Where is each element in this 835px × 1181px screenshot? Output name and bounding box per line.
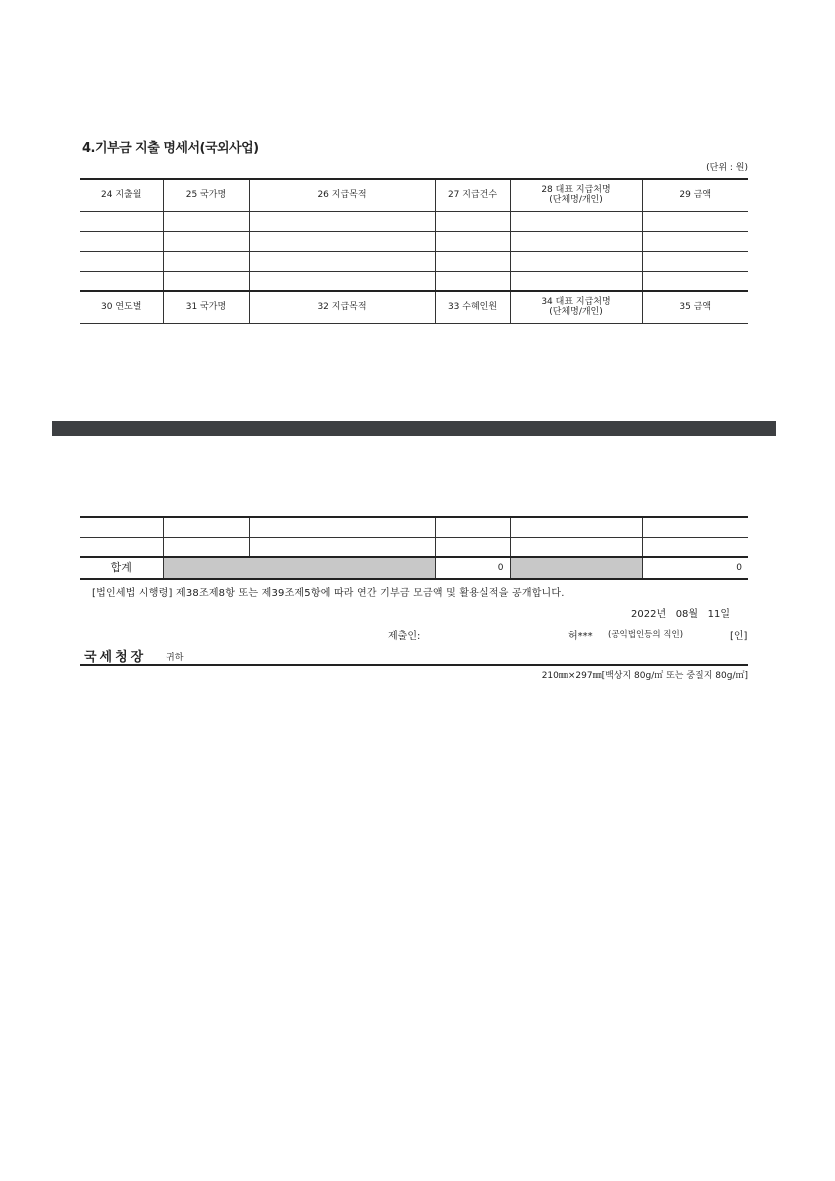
cell — [642, 211, 748, 231]
cell — [249, 537, 435, 557]
table-header-row — [80, 179, 748, 211]
table-row — [80, 271, 748, 291]
table-row — [80, 231, 748, 251]
section-title: 4.기부금 지출 명세서(국외사업) — [82, 141, 259, 156]
submitter-label: 제출인: — [388, 631, 421, 642]
header-cell: 25 국가명 — [163, 179, 249, 211]
header-cell: 35 금액 — [642, 291, 748, 323]
cell — [80, 231, 163, 251]
cell — [642, 537, 748, 557]
submitter-seal-note: (공익법인등의 직인) — [608, 630, 684, 640]
table-row — [80, 251, 748, 271]
total-amount: 0 — [642, 557, 748, 579]
header-text: 28 대표 지급처명 — [541, 184, 611, 195]
cell — [642, 251, 748, 271]
cell — [80, 537, 163, 557]
cell — [435, 271, 510, 291]
cell — [510, 231, 642, 251]
cell — [642, 271, 748, 291]
law-notice: [법인세법 시행령] 제38조제8항 또는 제39조제5항에 따라 연간 기부금 모금액 및 활용실적을 공개합니다. — [92, 588, 565, 599]
paper-spec: 210㎜×297㎜[백상지 80g/㎡ 또는 중질지 80g/㎡] — [541, 671, 748, 681]
seal-mark: [인] — [730, 631, 748, 642]
header-text: 34 대표 지급처명 — [541, 296, 611, 307]
header-cell: 24 지출월 — [80, 179, 163, 211]
overseas-expense-table — [80, 178, 748, 324]
cell — [642, 231, 748, 251]
honorific: 귀하 — [166, 653, 184, 663]
cell — [510, 251, 642, 271]
cell — [249, 271, 435, 291]
cell — [435, 251, 510, 271]
cell — [80, 517, 163, 537]
table-row — [80, 537, 748, 557]
header-cell: 27 지급건수 — [435, 179, 510, 211]
cell — [510, 271, 642, 291]
cell — [80, 271, 163, 291]
table-header-row — [80, 291, 748, 323]
total-label: 합계 — [80, 557, 163, 579]
unit-label: (단위 : 원) — [706, 163, 748, 173]
cell — [80, 211, 163, 231]
yearly-summary-table — [80, 516, 748, 580]
header-cell: 29 금액 — [642, 179, 748, 211]
cell — [435, 211, 510, 231]
header-subtext: (단체명/개인) — [549, 195, 603, 206]
cell — [163, 251, 249, 271]
header-cell: 30 연도별 — [80, 291, 163, 323]
header-cell — [510, 179, 642, 211]
table-row — [80, 517, 748, 537]
cell — [249, 231, 435, 251]
cell — [435, 537, 510, 557]
page-divider-bar — [52, 421, 776, 436]
cell — [510, 537, 642, 557]
header-cell: 31 국가명 — [163, 291, 249, 323]
cell — [163, 537, 249, 557]
cell — [642, 517, 748, 537]
cell — [163, 231, 249, 251]
total-row — [80, 557, 748, 579]
table-row — [80, 211, 748, 231]
shaded-cell — [510, 557, 642, 579]
cell — [163, 211, 249, 231]
cell — [249, 211, 435, 231]
header-subtext: (단체명/개인) — [549, 307, 603, 318]
total-count: 0 — [435, 557, 510, 579]
cell — [249, 517, 435, 537]
cell — [80, 251, 163, 271]
cell — [510, 517, 642, 537]
header-cell: 33 수혜인원 — [435, 291, 510, 323]
submission-date: 2022년 08월 11일 — [631, 609, 730, 620]
submitter-name: 허*** — [568, 631, 593, 642]
cell — [163, 271, 249, 291]
shaded-cell — [163, 557, 435, 579]
cell — [435, 231, 510, 251]
header-cell: 32 지급목적 — [249, 291, 435, 323]
cell — [163, 517, 249, 537]
cell — [510, 211, 642, 231]
header-cell — [510, 291, 642, 323]
bottom-rule — [80, 664, 748, 666]
cell — [249, 251, 435, 271]
recipient: 국세청장 — [84, 650, 147, 665]
cell — [435, 517, 510, 537]
header-cell: 26 지급목적 — [249, 179, 435, 211]
